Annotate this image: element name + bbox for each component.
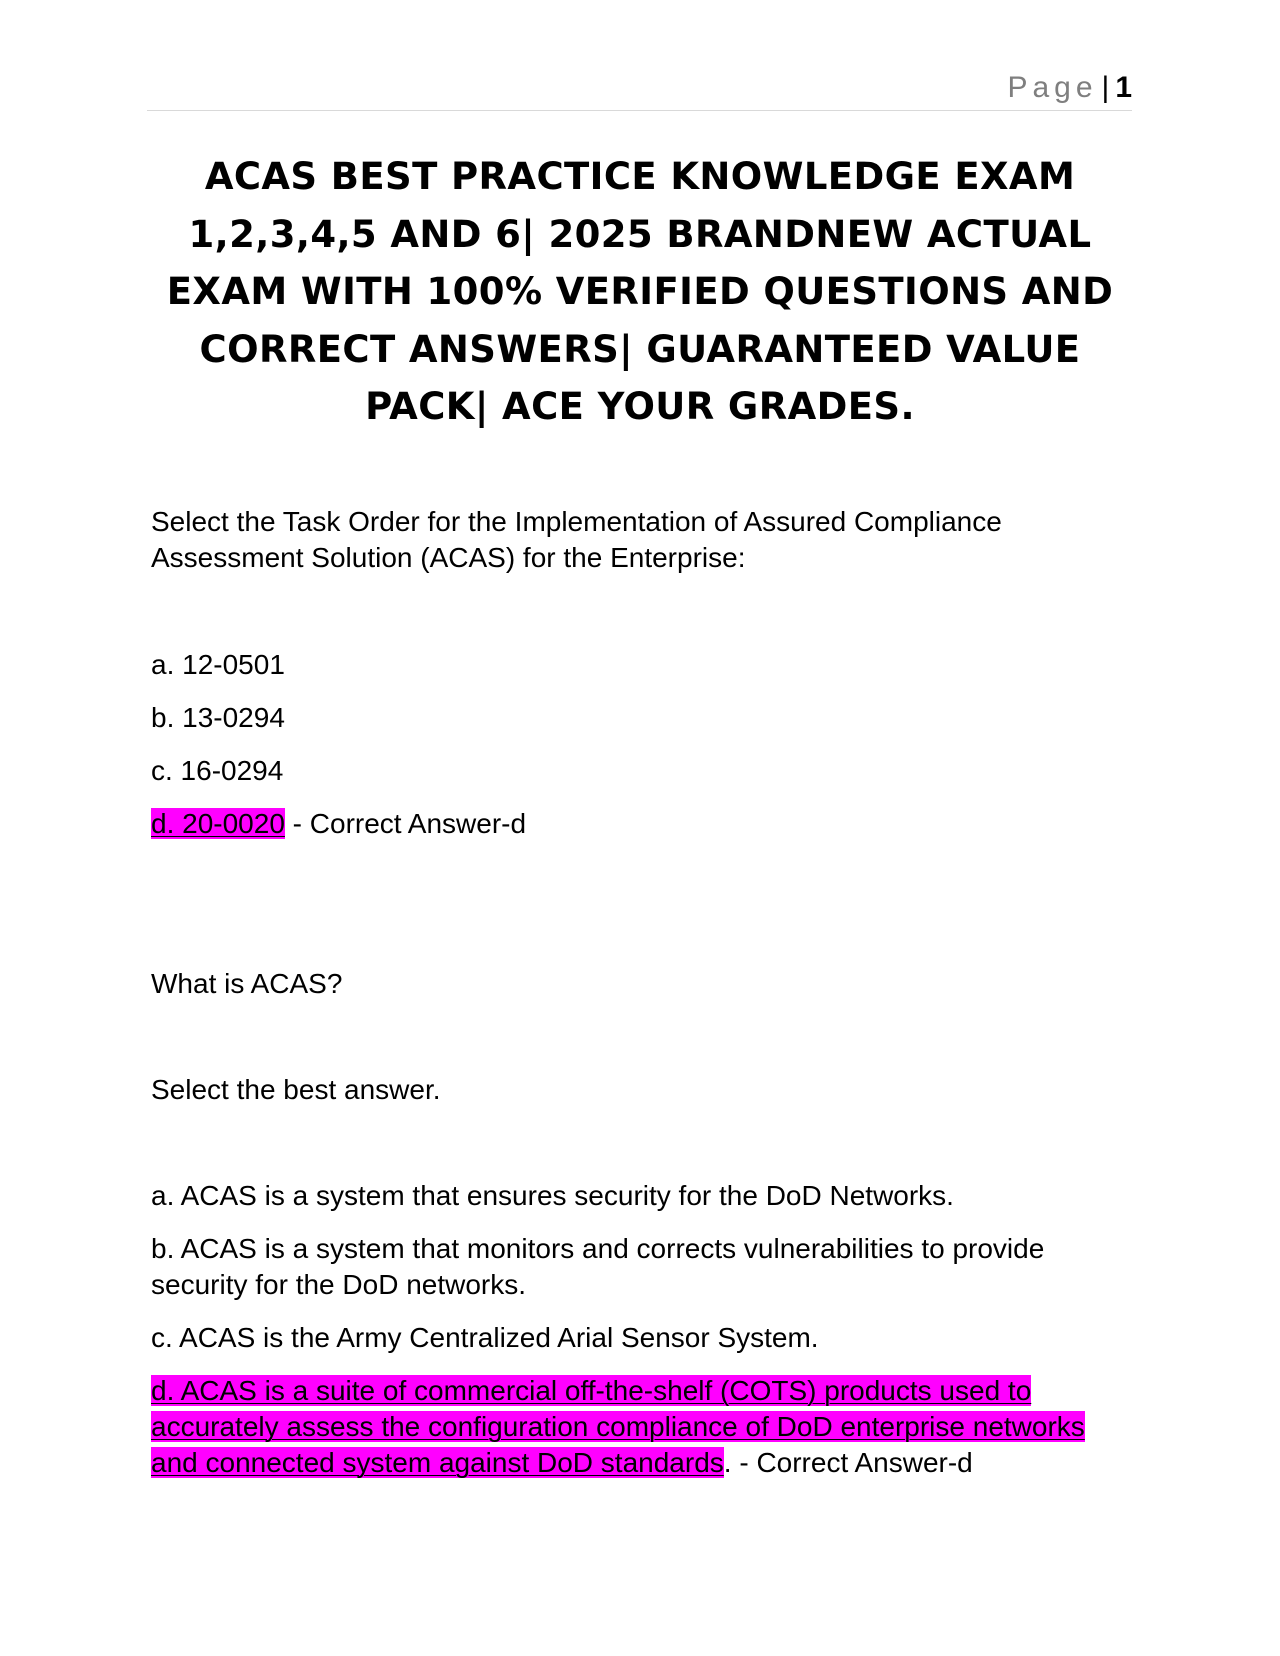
page-separator: | [1101, 71, 1110, 104]
question-2-answer-line [151, 1373, 1136, 1481]
question-2-option-a: a. ACAS is a system that ensures security for the DoD Networks. [151, 1180, 954, 1211]
question-2-prompt: What is ACAS? [151, 968, 343, 999]
page-label: Page [1007, 71, 1098, 104]
question-2-instruction: Select the best answer. [151, 1074, 441, 1105]
question-1-option-b: b. 13-0294 [151, 702, 285, 733]
question-2-correct-option: d. ACAS is a suite of commercial off-the-shelf (COTS) products used to accurately assess the configuration compliance of DoD enterprise networks and connected system against DoD standards [151, 1375, 1085, 1478]
question-2-option-b: b. ACAS is a system that monitors and corrects vulnerabilities to provide security for the DoD networks. [151, 1233, 1045, 1300]
question-1-option-c: c. 16-0294 [151, 755, 284, 786]
question-1-option-a: a. 12-0501 [151, 649, 285, 680]
question-1-correct-option: d. 20-0020 [151, 808, 285, 839]
question-1-answer-label: - Correct Answer-d [284, 808, 527, 839]
question-2-option-c: c. ACAS is the Army Centralized Arial Sensor System. [151, 1322, 819, 1353]
question-1-prompt: Select the Task Order for the Implementation of Assured Compliance Assessment Solution (ACAS) for the Enterprise: [151, 506, 1002, 573]
page-number: 1 [1115, 71, 1132, 104]
page-header [147, 72, 1132, 111]
question-1-answer-line [151, 806, 1136, 842]
question-2-answer-label: . - Correct Answer-d [723, 1447, 973, 1478]
document-title: ACAS BEST PRACTICE KNOWLEDGE EXAM 1,2,3,4,5 AND 6| 2025 BRANDNEW ACTUAL EXAM WITH 100% VERIFIED QUESTIONS AND CORRECT ANSWERS| GUARANTEED VALUE PACK| ACE YOUR GRADES. [166, 155, 1114, 428]
